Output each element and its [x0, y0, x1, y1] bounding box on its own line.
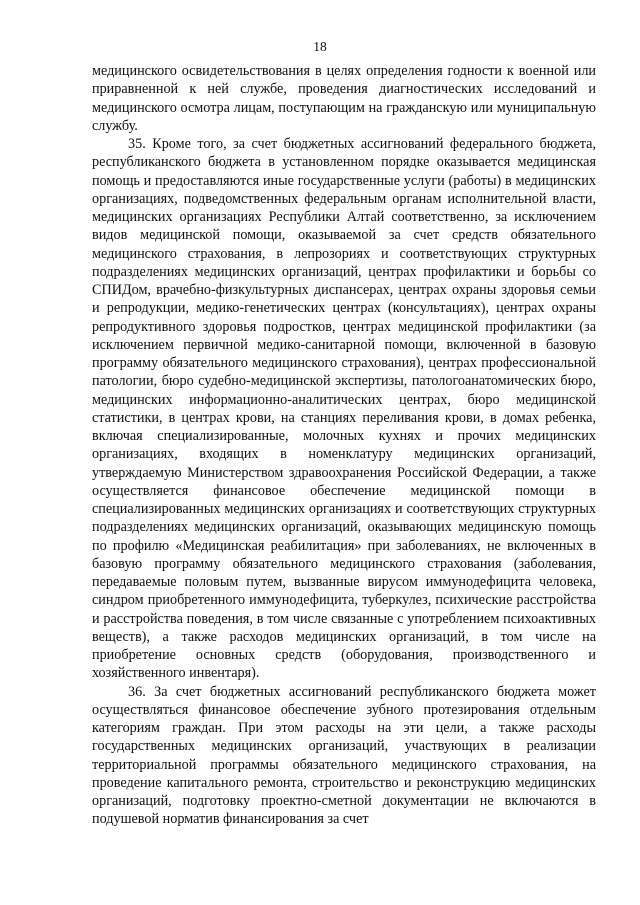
- paragraph-continuation: медицинского освидетельствования в целях определения годности к военной или приравненной к ней службе, проведения диагностических исследований и медицинского осмотра лицам, поступающим на гражданскую или муниципальную службу.: [92, 63, 596, 134]
- paragraph-36: 36. За счет бюджетных ассигнований республиканского бюджета может осуществляться финансовое обеспечение зубного протезирования отдельным категориям граждан. При этом расходы на эти цели, а также расходы государственных медицинских организаций, участвующих в реализации территориальной программы обязательного медицинского страхования, на проведение капитального ремонта, строительство и реконструкцию медицинских организаций, подготовку проектно-сметной документации не включаются в подушевой норматив финансирования за счет: [92, 683, 596, 828]
- document-body: [92, 62, 596, 829]
- paragraph-35: 35. Кроме того, за счет бюджетных ассигнований федерального бюджета, республиканского бюджета в установленном порядке оказывается медицинская помощь и предоставляются иные государственные услуги (работы) в медицинских организациях, подведомственных федеральным органам исполнительной власти, медицинских организациях Республики Алтай соответственно, за исключением видов медицинской помощи, оказываемой за счет средств обязательного медицинского страхования, в лепрозориях и соответствующих структурных подразделениях медицинских организаций, центрах профилактики и борьбы со СПИДом, врачебно-физкультурных диспансерах, центрах охраны здоровья семьи и репродукции, медико-генетических центрах (консультациях), центрах охраны репродуктивного здоровья подростков, центрах медицинской профилактики (за исключением первичной медико-санитарной помощи, включенной в базовую программу обязательного медицинского страхования), центрах профессиональной патологии, бюро судебно-медицинской экспертизы, патологоанатомических бюро, медицинских информационно-аналитических центрах, бюро медицинской статистики, в центрах крови, на станциях переливания крови, в домах ребенка, включая специализированные, молочных кухнях и прочих медицинских организациях, входящих в номенклатуру медицинских организаций, утверждаемую Министерством здравоохранения Российской Федерации, а также осуществляется финансовое обеспечение медицинской помощи в специализированных медицинских организациях и соответствующих структурных подразделениях медицинских организаций, оказывающих медицинскую помощь по профилю «Медицинская реабилитация» при заболеваниях, не включенных в базовую программу обязательного медицинского страхования (заболевания, передаваемые половым путем, вызванные вирусом иммунодефицита человека, синдром приобретенного иммунодефицита, туберкулез, психические расстройства и расстройства поведения, в том числе связанные с употреблением психоактивных веществ), а также расходов медицинских организаций, в том числе на приобретение основных средств (оборудования, производственного и хозяйственного инвентаря).: [92, 136, 596, 682]
- page-number: 18: [313, 39, 327, 54]
